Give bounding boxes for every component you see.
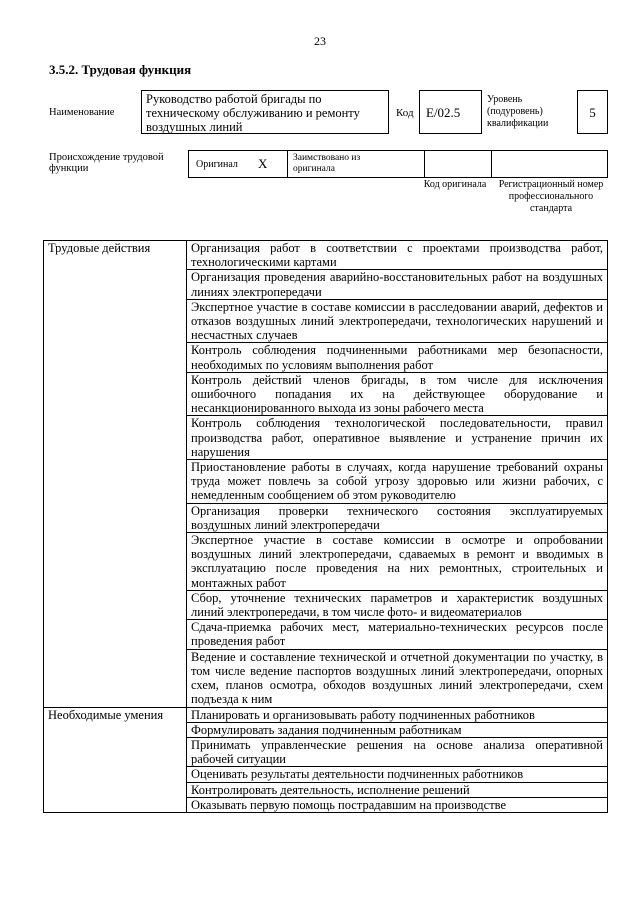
code-original-cell: [425, 151, 492, 177]
borrowed-cell: [288, 151, 425, 177]
list-item: Контроль соблюдения технологической последовательности, правил производства работ, оперативное выявление и устранение причин их нарушения: [187, 416, 608, 460]
list-item: Принимать управленческие решения на основе анализа оперативной рабочей ситуации: [187, 737, 608, 766]
list-item: Формулировать задания подчиненным работникам: [187, 722, 608, 737]
section-title: 3.5.2. Трудовая функция: [49, 62, 192, 77]
list-item: Контролировать деятельность, исполнение решений: [187, 782, 608, 797]
reg-number-cell: [492, 151, 607, 177]
page-number: 23: [314, 34, 326, 48]
list-item: Организация проведения аварийно-восстановительных работ на воздушных линиях электропередачи: [187, 270, 608, 299]
code-value: E/02.5: [419, 90, 482, 134]
origin-label: Происхождение трудовой функции: [49, 152, 164, 174]
labor-function-table: [43, 240, 608, 813]
list-item: Сбор, уточнение технических параметров и характеристик воздушных линий электропередачи, в том числе фото- и видеоматериалов: [187, 590, 608, 619]
list-item: Ведение и составление технической и отчетной документации по участку, в том числе ведение паспортов воздушных линий электропередачи, опорных схем, планов осмотра, обходов воздушных линий электропередачи, схем подъезда к ним: [187, 649, 608, 707]
code-original-caption: Код оригинала: [423, 179, 487, 190]
level-value: 5: [577, 90, 608, 134]
code-label: Код: [396, 107, 414, 119]
list-item: Контроль действий членов бригады, в том числе для исключения ошибочного попадания их на действующее оборудование и несанкционированного выхода из зоны рабочего места: [187, 372, 608, 416]
table-row: [44, 241, 608, 270]
list-item: Приостановление работы в случаях, когда нарушение требований охраны труда может повлечь за собой угрозу здоровью или жизни рабочих, с немедленным сообщением об этом руководителю: [187, 460, 608, 504]
list-item: Планировать и организовывать работу подчиненных работников: [187, 707, 608, 722]
list-item: Организация работ в соответствии с проектами производства работ, технологическими картами: [187, 241, 608, 270]
original-cell: [189, 151, 288, 177]
list-item: Экспертное участие в составе комиссии в расследовании аварий, дефектов и отказов воздушных линий электропередачи, технологических нарушений и несчастных случаев: [187, 299, 608, 343]
list-item: Экспертное участие в составе комиссии в осмотре и опробовании воздушных линий электропередачи, сдаваемых в ремонт и вводимых в эксплуатацию после проведения на них ремонтных, строительных и монтажных работ: [187, 533, 608, 591]
name-label: Наименование: [49, 107, 115, 118]
section-category: Трудовые действия: [44, 241, 187, 708]
original-mark: X: [258, 156, 268, 171]
original-label: Оригинал: [196, 159, 238, 170]
section-category: Необходимые умения: [44, 707, 187, 812]
list-item: Оказывать первую помощь пострадавшим на производстве: [187, 797, 608, 812]
list-item: Сдача-приемка рабочих мест, материально-технических ресурсов после проведения работ: [187, 620, 608, 649]
list-item: Организация проверки технического состояния эксплуатируемых воздушных линий электропередачи: [187, 503, 608, 532]
borrowed-label: Заимствовано из оригинала: [293, 153, 361, 174]
list-item: Контроль соблюдения подчиненными работниками мер безопасности, необходимых по условиям выполнения работ: [187, 343, 608, 372]
table-row: [44, 707, 608, 722]
reg-number-caption: Регистрационный номер профессионального стандарта: [498, 179, 604, 214]
level-label: Уровень (подуровень) квалификации: [487, 94, 549, 129]
function-name-value: Руководство работой бригады по техническому обслуживанию и ремонту воздушных линий: [141, 90, 389, 134]
list-item: Оценивать результаты деятельности подчиненных работников: [187, 767, 608, 782]
origin-row: [188, 150, 608, 178]
